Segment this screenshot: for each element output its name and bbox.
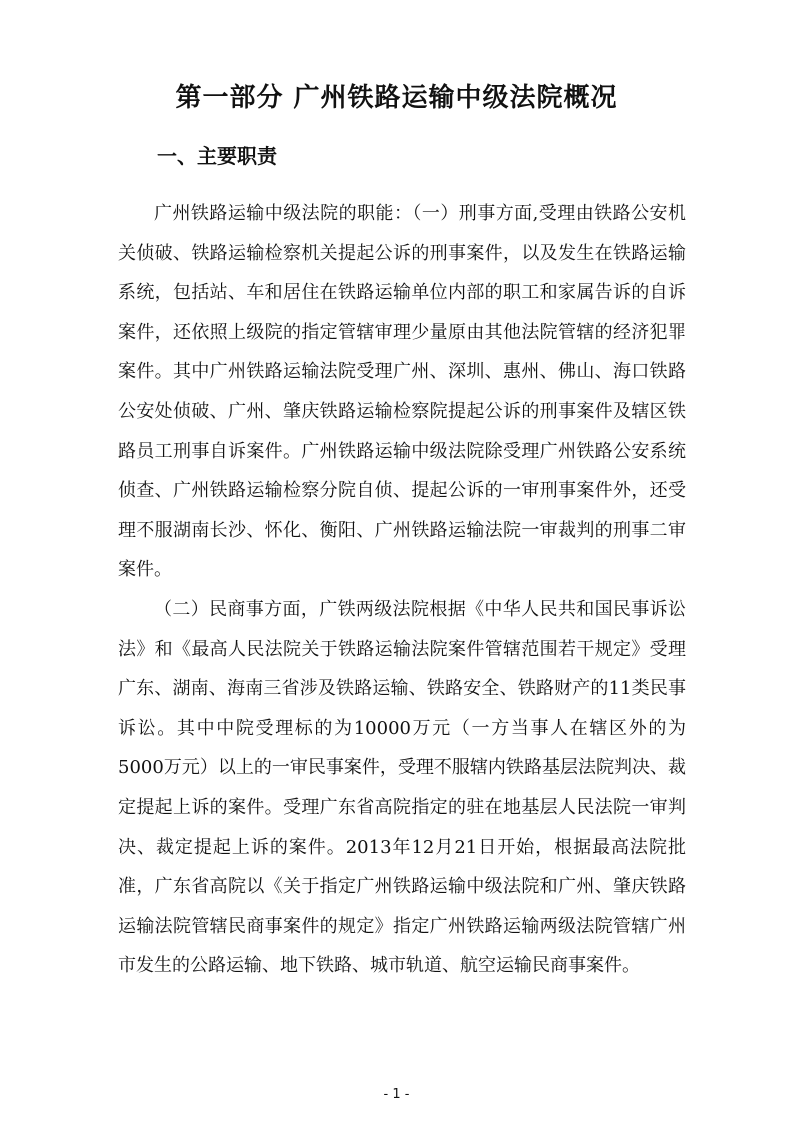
section-heading: 一、主要职责 [157,144,277,168]
paragraph-criminal-duties: 广州铁路运输中级法院的职能：（一）刑事方面,受理由铁路公安机关侦破、铁路运输检察机关提起公诉的刑事案件，以及发生在铁路运输系统，包括站、车和居住在铁路运输单位内部的职工和家属告诉的自诉案件，还依照上级院的指定管辖审理少量原由其他法院管辖的经济犯罪案件。其中广州铁路运输法院受理广州、深圳、惠州、佛山、海口铁路公安处侦破、广州、肇庆铁路运输检察院提起公诉的刑事案件及辖区铁路员工刑事自诉案件。广州铁路运输中级法院除受理广州铁路公安系统侦查、广州铁路运输检察分院自侦、提起公诉的一审刑事案件外，还受理不服湖南长沙、怀化、衡阳、广州铁路运输法院一审裁判的刑事二审案件。 [118,203,686,581]
document-body [118,194,686,986]
page-number: - 1 - [383,1087,410,1102]
page-title: 第一部分 广州铁路运输中级法院概况 [175,83,618,113]
paragraph-civil-commercial-duties: （二）民商事方面，广铁两级法院根据《中华人民共和国民事诉讼法》和《最高人民法院关于铁路运输法院案件管辖范围若干规定》受理广东、湖南、海南三省涉及铁路运输、铁路安全、铁路财产的11类民事诉讼。其中中院受理标的为10000万元（一方当事人在辖区外的为5000万元）以上的一审民事案件，受理不服辖内铁路基层法院判决、裁定提起上诉的案件。受理广东省高院指定的驻在地基层人民法院一审判决、裁定提起上诉的案件。2013年12月21日开始，根据最高法院批准，广东省高院以《关于指定广州铁路运输中级法院和广州、肇庆铁路运输法院管辖民商事案件的规定》指定广州铁路运输两级法院管辖广州市发生的公路运输、地下铁路、城市轨道、航空运输民商事案件。 [118,598,686,977]
